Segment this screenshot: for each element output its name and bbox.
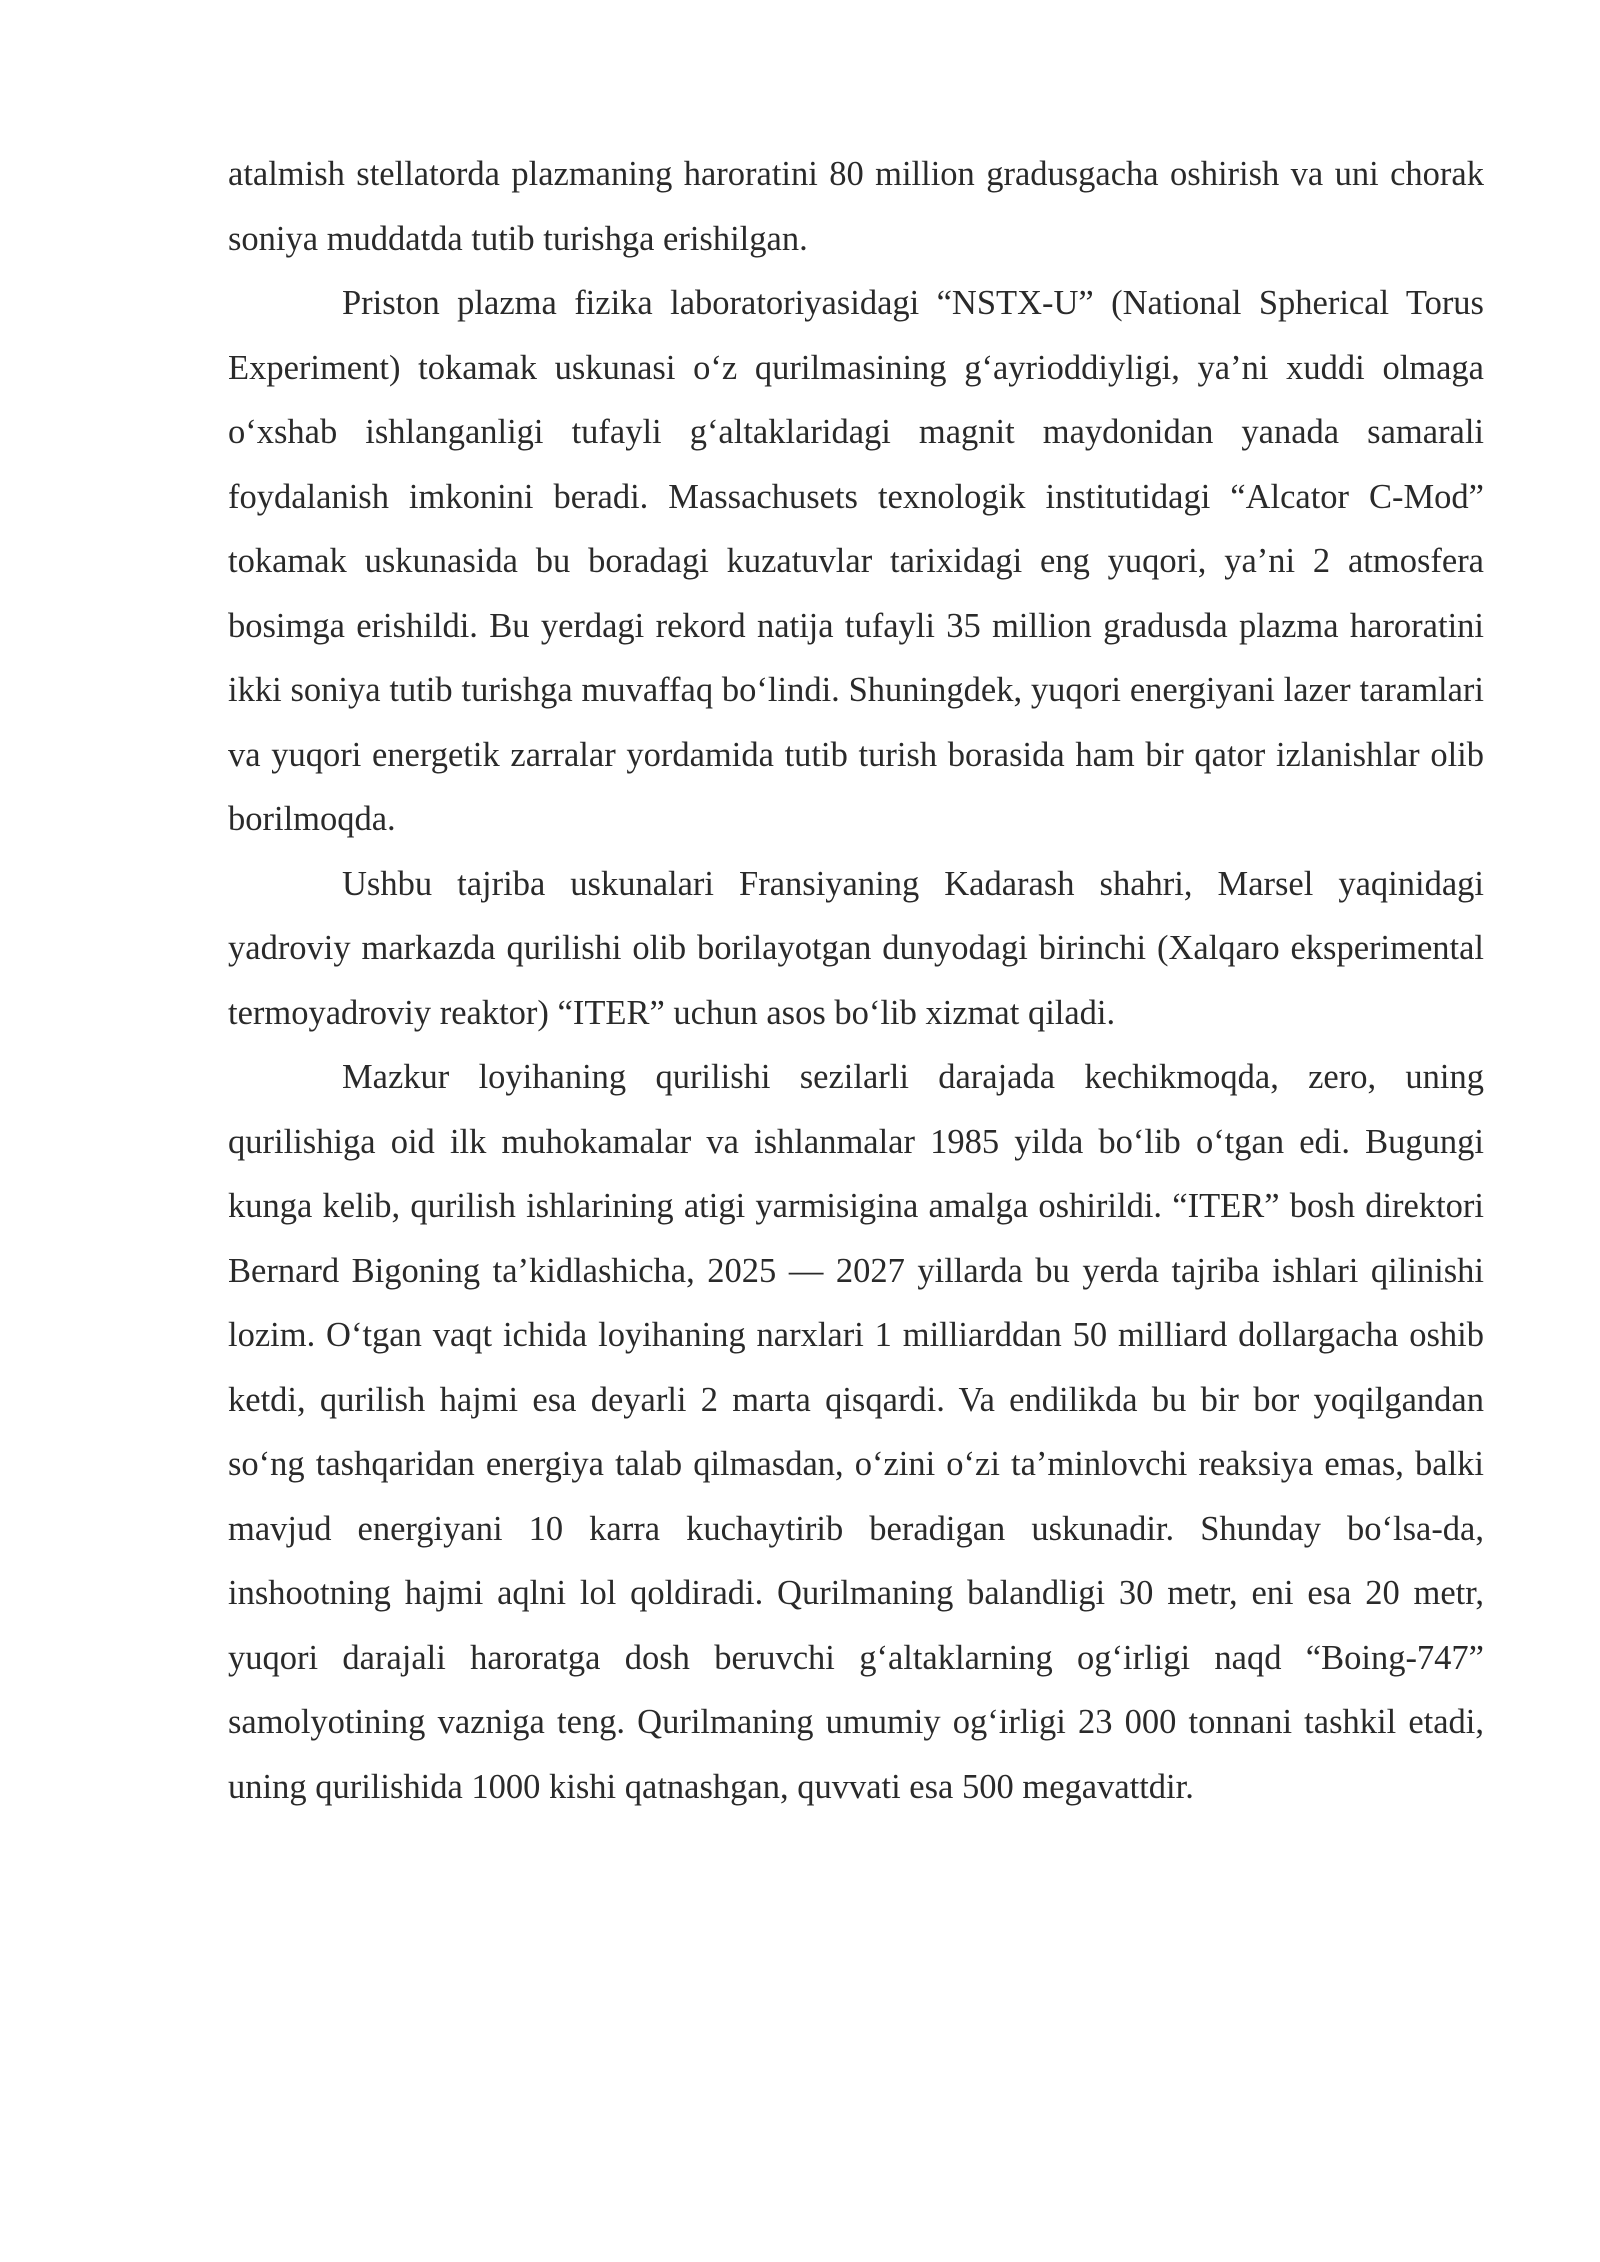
paragraph-nstx-alcator: Priston plazma fizika laboratoriyasidagi “NSTX-U” (National Spherical Torus Experiment) tokamak uskunasi o‘z qurilmasining g‘ayrioddiyligi, ya’ni xuddi olmaga o‘xshab ishlanganligi tufayli g‘altaklaridagi magnit maydonidan yanada samarali foydalanish imkonini beradi. Massachusets texnologik institutidagi “Alcator C-Mod” tokamak uskunasida bu boradagi kuzatuvlar tarixidagi eng yuqori, ya’ni 2 atmosfera bosimga erishildi. Bu yerdagi rekord natija tufayli 35 million gradusda plazma haroratini ikki soniya tutib turishga muvaffaq bo‘lindi. Shuningdek, yuqori energiyani lazer taramlari va yuqori energetik zarralar yordamida tutib turish borasida ham bir qator izlanishlar olib borilmoqda. <box>228 284 1484 838</box>
paragraph-continued: atalmish stellatorda plazmaning haroratini 80 million gradusgacha oshirish va uni chorak soniya muddatda tutib turishga erishilgan. <box>228 155 1484 258</box>
paragraph-iter-construction: Mazkur loyihaning qurilishi sezilarli darajada kechikmoqda, zero, uning qurilishiga oid ilk muhokamalar va ishlanmalar 1985 yilda bo‘lib o‘tgan edi. Bugungi kunga kelib, qurilish ishlarining atigi yarmisigina amalga oshirildi. “ITER” bosh direktori Bernard Bigoning ta’kidlashicha, 2025 — 2027 yillarda bu yerda tajriba ishlari qilinishi lozim. O‘tgan vaqt ichida loyihaning narxlari 1 milliarddan 50 milliard dollargacha oshib ketdi, qurilish hajmi esa deyarli 2 marta qisqardi. Va endilikda bu bir bor yoqilgandan so‘ng tashqaridan energiya talab qilmasdan, o‘zini o‘zi ta’minlovchi reaksiya emas, balki mavjud energiyani 10 karra kuchaytirib beradigan uskunadir. Shunday bo‘lsa-da, inshootning hajmi aqlni lol qoldiradi. Qurilmaning balandligi 30 metr, eni esa 20 metr, yuqori darajali haroratga dosh beruvchi g‘altaklarning og‘irligi naqd “Boing-747” samolyotining vazniga teng. Qurilmaning umumiy og‘irligi 23 000 tonnani tashkil etadi, uning qurilishida 1000 kishi qatnashgan, quvvati esa 500 megavattdir. <box>228 1058 1484 1806</box>
body-text <box>228 142 1484 1819</box>
paragraph-iter-intro: Ushbu tajriba uskunalari Fransiyaning Kadarash shahri, Marsel yaqinidagi yadroviy markazda qurilishi olib borilayotgan dunyodagi birinchi (Xalqaro eksperimental termoyadroviy reaktor) “ITER” uchun asos bo‘lib xizmat qiladi. <box>228 864 1484 1032</box>
